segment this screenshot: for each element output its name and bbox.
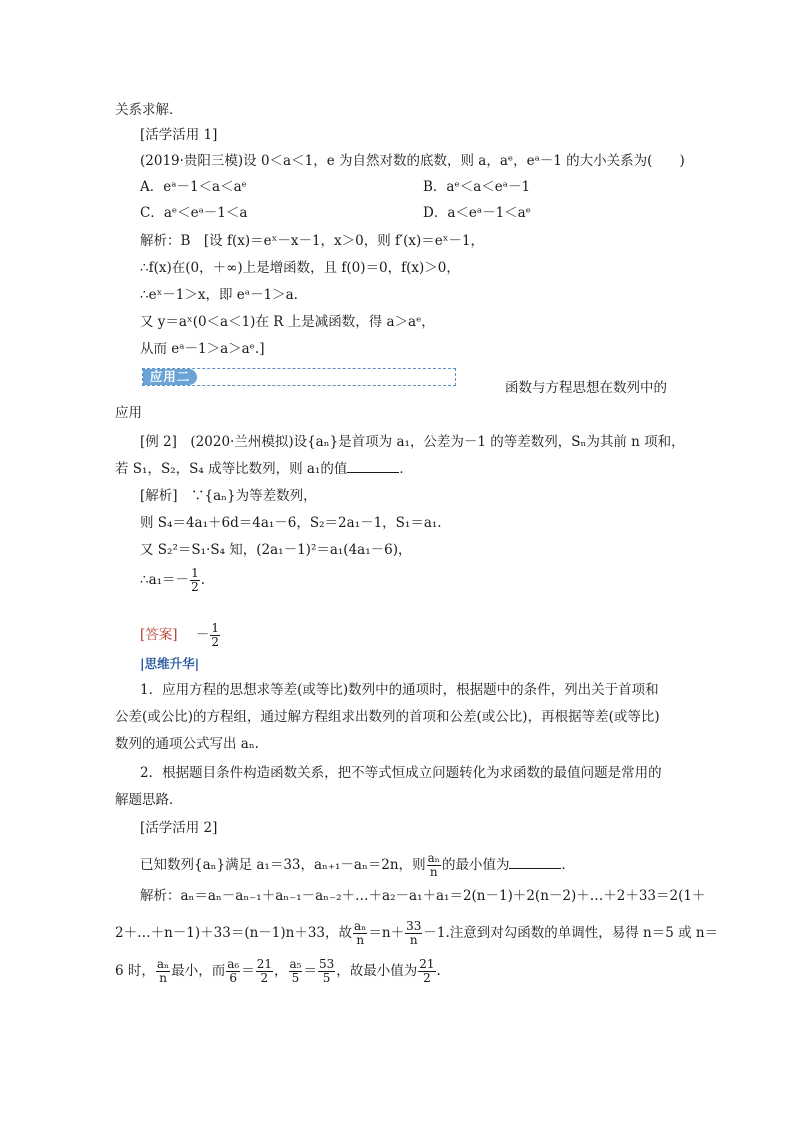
question-2-stem: 已知数列{aₙ}满足 a₁＝33，aₙ₊₁－aₙ＝2n，则 $\frac{\text{aₙ}}{n}$ 的最小值为 ． [140, 851, 575, 879]
analysis-tag: [解析] [140, 488, 178, 504]
denominator: 5 [322, 971, 331, 985]
numerator: aₙ [354, 919, 367, 933]
section-title-cont: 应用 [115, 405, 142, 421]
text-span: ，故最小值为 [336, 963, 418, 979]
analysis-line [140, 486, 317, 506]
text-span: ， [274, 963, 288, 979]
solution-line: 解析：B [设 f(x)＝eˣ－x－1，x＞0，则 f′(x)＝eˣ－1， [140, 233, 485, 249]
solution-line [115, 920, 718, 947]
paragraph-line: 公差(或公比)的方程组，通过解方程组求出数列的首项和公差(或公比)，再根据等差(或等比) [115, 709, 660, 725]
text-span: 6 时， [115, 963, 155, 979]
summary-tag: |思维升华| [140, 656, 200, 671]
fraction [353, 920, 367, 947]
answer-line [140, 622, 221, 649]
solution-line: ∴f(x)在(0，＋∞)上是增函数，且 f(0)＝0，f(x)＞0， [140, 260, 460, 276]
fraction [210, 622, 220, 649]
text-span: 的最小值为 [441, 857, 510, 873]
text-span: . [436, 963, 441, 979]
denominator: 6 [229, 971, 238, 985]
denominator: 2 [191, 580, 199, 594]
analysis-line: 则 S₄＝4a₁＋6d＝4a₁－6，S₂＝2a₁－1，S₁＝a₁. [140, 515, 442, 531]
fraction [405, 920, 422, 947]
numerator: 21 [419, 957, 435, 971]
paragraph-line: 数列的通项公式写出 aₙ. [115, 736, 259, 752]
paragraph-line: 解题思路． [115, 792, 183, 808]
numerator: aₙ [427, 851, 440, 865]
example-2-stem: [例 2] (2020·兰州模拟)设{aₙ}是首项为 a₁，公差为－1 的等差数列，Sₙ为其前 n 项和， [140, 434, 685, 450]
numerator: a₅ [289, 957, 302, 971]
numerator: aₙ [156, 957, 170, 971]
fraction [226, 958, 240, 985]
fraction [318, 958, 335, 985]
section-banner [142, 368, 456, 386]
solution-line: 解析：aₙ＝aₙ－aₙ₋₁＋aₙ₋₁－aₙ₋₂＋…＋a₂－a₁＋a₁＝2(n－1)＋2(n－2)＋…＋2＋33＝2(1＋ [140, 888, 706, 904]
practice-heading-2: [活学活用 2] [140, 820, 218, 836]
text-span: ＝ [303, 963, 317, 979]
text-span: － [195, 627, 210, 643]
solution-line: ∴eˣ－1＞x，即 eᵃ－1＞a. [140, 287, 298, 303]
text-span: 若 S₁，S₂，S₄ 成等比数列，则 a₁的值 [115, 461, 348, 477]
section-title: 函数与方程思想在数列中的 [505, 380, 667, 396]
denominator: n [356, 933, 365, 947]
text-span: ∴a₁＝－ [140, 572, 190, 588]
answer-blank [509, 855, 561, 869]
denominator: n [429, 865, 438, 879]
text-line: 关系求解． [115, 102, 183, 118]
fraction [256, 958, 273, 985]
text-span: －1.注意到对勾函数的单调性，易得 n＝5 或 n＝ [423, 925, 719, 941]
text-span: ＝ [241, 963, 255, 979]
answer-blank [347, 459, 399, 473]
denominator: n [159, 971, 167, 985]
solution-line [115, 958, 441, 985]
answer-tag: [答案] [140, 627, 178, 643]
numerator: 1 [191, 566, 199, 580]
fraction [190, 567, 200, 594]
numerator: 33 [406, 919, 422, 933]
denominator: 2 [423, 971, 431, 985]
option-c: C．aᵉ＜eᵃ－1＜a [140, 205, 248, 221]
fraction [418, 958, 435, 985]
option-d: D．a＜eᵃ－1＜aᵉ [423, 205, 531, 221]
fraction [427, 852, 441, 879]
solution-line: 又 y＝aˣ(0＜a＜1)在 R 上是减函数，得 a＞aᵉ， [140, 314, 435, 330]
denominator: 2 [211, 635, 219, 649]
analysis-line: ∴a₁＝－ $\frac{1}{2}$ . [140, 566, 205, 594]
example-2-stem-cont: 若 S₁，S₂，S₄ 成等比数列，则 a₁的值 ． [115, 461, 413, 477]
fraction [156, 958, 170, 985]
denominator: n [409, 933, 418, 947]
text-span: 最小，而 [171, 963, 226, 979]
paragraph-line: 1．应用方程的思想求等差(或等比)数列中的通项时，根据题中的条件，列出关于首项和 [140, 682, 659, 698]
option-a: A．eᵃ－1＜a＜aᵉ [140, 179, 247, 195]
question-1-stem: (2019·贵阳三模)设 0＜a＜1，e 为自然对数的底数，则 a，aᵉ，eᵃ－1 的大小关系为( ) [140, 153, 685, 169]
text-span: 2＋…＋n－1)＋33＝(n－1)n＋33，故 [115, 925, 353, 941]
numerator: 1 [211, 621, 219, 635]
numerator: 21 [256, 957, 272, 971]
text-span: ＝n＋ [368, 925, 405, 941]
paragraph-line: 2．根据题目条件构造函数关系，把不等式恒成立问题转化为求函数的最值问题是常用的 [140, 765, 662, 781]
fraction [289, 958, 303, 985]
denominator: 5 [291, 971, 300, 985]
practice-heading-1: [活学活用 1] [140, 127, 218, 143]
analysis-line: 又 S₂²＝S₁·S₄ 知，(2a₁－1)²＝a₁(4a₁－6)， [140, 542, 412, 558]
numerator: 53 [318, 957, 335, 971]
section-tag: 应用二 [143, 369, 197, 385]
text-span: ∵{aₙ}为等差数列， [177, 488, 317, 504]
numerator: a₆ [227, 957, 240, 971]
option-b: B．aᵉ＜a＜eᵃ－1 [423, 179, 531, 195]
denominator: 2 [260, 971, 269, 985]
text-span: 已知数列{aₙ}满足 a₁＝33，aₙ₊₁－aₙ＝2n，则 [140, 857, 426, 873]
solution-line: 从而 eᵃ－1＞a＞aᵉ.] [140, 341, 265, 357]
